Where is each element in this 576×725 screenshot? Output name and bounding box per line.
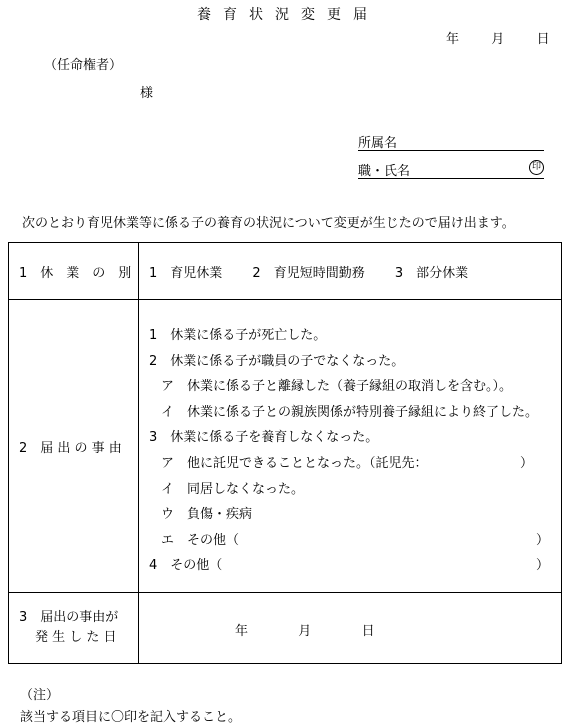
leave-type-options — [139, 243, 561, 299]
affiliation-label: 所属名 — [358, 136, 398, 151]
option-partial-leave[interactable]: 3 部分休業 — [394, 266, 469, 281]
reason-special-adoption[interactable]: イ 休業に係る子との親族関係が特別養子縁組により終了した。 — [161, 404, 539, 420]
note-text: 該当する項目に〇印を記入すること。 — [20, 710, 242, 725]
reason-injury-illness[interactable]: ウ 負傷・疾病 — [161, 507, 253, 523]
document-title: 養育状況変更届 — [197, 7, 379, 23]
addressee-suffix: 様 — [140, 86, 154, 101]
reason-other-text: 4 その他（ — [149, 558, 223, 574]
occurrence-date-row — [9, 592, 561, 663]
reason-no-longer-child[interactable]: 2 休業に係る子が職員の子でなくなった。 — [149, 353, 405, 369]
occurrence-date-field[interactable] — [139, 593, 561, 663]
submission-date — [446, 28, 550, 47]
form-table — [8, 242, 562, 664]
note-label: （注） — [20, 688, 60, 703]
occurrence-year-label: 年 — [235, 624, 249, 639]
occurrence-month-label: 月 — [298, 624, 312, 639]
reason-other[interactable] — [149, 553, 553, 579]
reason-label: 2 届 出 の 事 由 — [9, 300, 139, 592]
seal-mark: 印 — [529, 160, 544, 175]
occurrence-day-label: 日 — [361, 624, 375, 639]
reason-other-sub[interactable] — [149, 528, 553, 554]
position-name-field[interactable] — [358, 160, 544, 179]
affiliation-field[interactable] — [358, 132, 544, 151]
occurrence-date-label — [9, 593, 139, 663]
close-paren: ） — [519, 455, 533, 471]
occurrence-label-line1: 3 届出の事由が — [19, 610, 119, 625]
leave-type-row — [9, 243, 561, 299]
date-day-label: 日 — [536, 32, 550, 47]
appointer-label: （任命権者） — [44, 58, 123, 73]
reason-other-sub-text: エ その他（ — [161, 532, 240, 548]
close-paren: ） — [535, 558, 549, 574]
reason-adoption-dissolved[interactable]: ア 休業に係る子と離縁した（養子縁組の取消しを含む。）。 — [161, 379, 513, 395]
reason-options — [139, 300, 561, 592]
reason-child-died[interactable]: 1 休業に係る子が死亡した。 — [149, 328, 327, 343]
reason-row — [9, 299, 561, 592]
reason-not-living-together[interactable]: イ 同居しなくなった。 — [161, 481, 305, 497]
close-paren: ） — [535, 532, 549, 548]
reason-no-longer-raising[interactable]: 3 休業に係る子を養育しなくなった。 — [149, 430, 379, 446]
date-year-label: 年 — [446, 32, 460, 47]
option-childcare-leave[interactable]: 1 育児休業 — [149, 266, 223, 281]
option-short-hours[interactable]: 2 育児短時間勤務 — [252, 266, 365, 281]
leave-type-label: 1 休 業 の 別 — [9, 243, 139, 299]
intro-text: 次のとおり育児休業等に係る子の養育の状況について変更が生じたので届け出ます。 — [22, 216, 515, 231]
date-month-label: 月 — [491, 32, 505, 47]
reason-childcare-available[interactable] — [149, 451, 553, 477]
position-name-label: 職・氏名 — [358, 164, 411, 179]
reason-childcare-text: ア 他に託児できることとなった。（託児先： — [161, 455, 428, 471]
occurrence-label-line2: 発 生 し た 日 — [35, 630, 117, 645]
